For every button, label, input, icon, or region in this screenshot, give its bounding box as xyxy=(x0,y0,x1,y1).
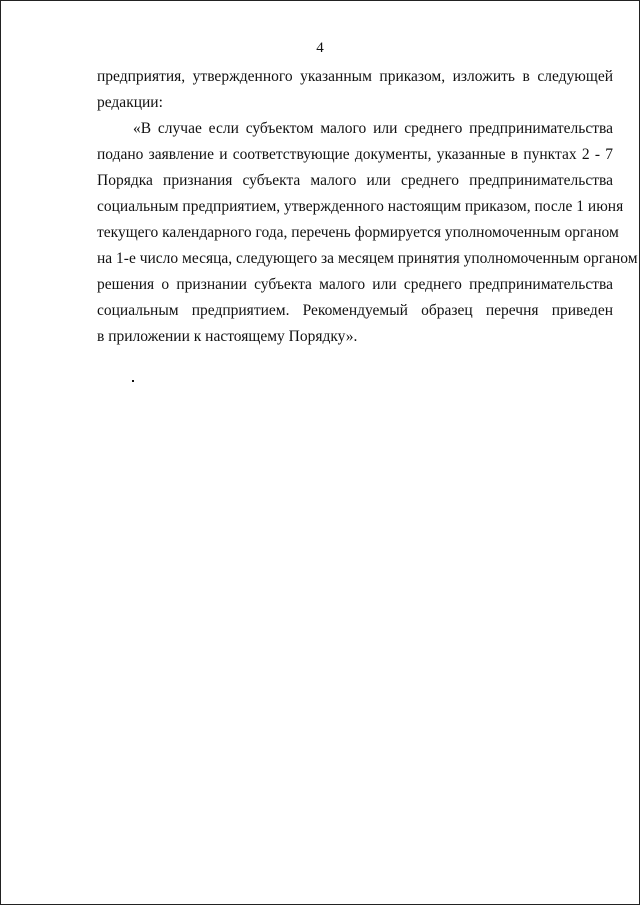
text-line: «В случае если субъектом малого или среднего предпринимательства xyxy=(133,120,613,137)
text-line: решения о признании субъекта малого или среднего предпринимательства xyxy=(97,276,613,293)
text-line: текущего календарного года, перечень формируется уполномоченным органом xyxy=(97,224,619,241)
text-line: Порядка признания субъекта малого или среднего предпринимательства xyxy=(97,172,613,189)
text-line: редакции: xyxy=(97,94,163,111)
text-line: подано заявление и соответствующие документы, указанные в пунктах 2 - 7 xyxy=(97,146,613,163)
text-line: социальным предприятием, утвержденного настоящим приказом, после 1 июня xyxy=(97,198,624,215)
stray-dot-mark xyxy=(132,380,134,382)
text-line: в приложении к настоящему Порядку». xyxy=(97,328,358,345)
text-line: предприятия, утвержденного указанным приказом, изложить в следующей xyxy=(97,68,613,85)
page-number: 4 xyxy=(316,40,324,56)
document-body xyxy=(97,64,638,350)
text-line: на 1-е число месяца, следующего за месяцем принятия уполномоченным органом xyxy=(97,250,638,267)
text-line: социальным предприятием. Рекомендуемый образец перечня приведен xyxy=(97,302,613,319)
